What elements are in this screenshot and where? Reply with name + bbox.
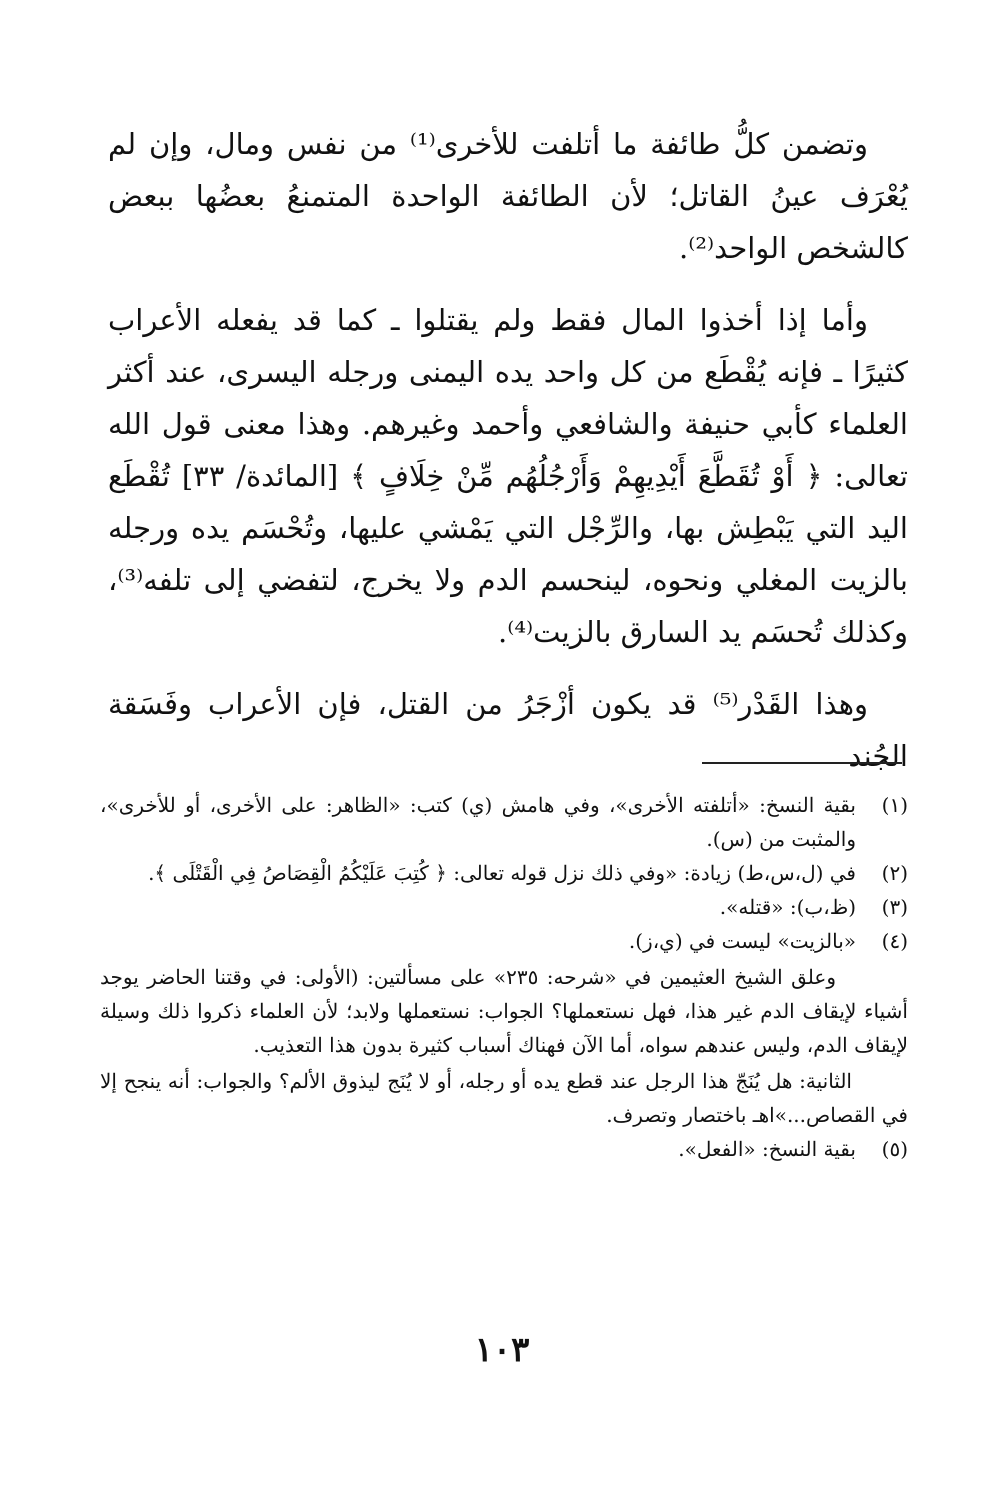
footnote-comment-2: الثانية: هل يُنَجّ هذا الرجل عند قطع يده أو رجله، أو لا يُنَج ليذوق الألم؟ والجواب: أنه ينجح إلا في القصاص...»اهـ باختصار وتصرف. [100,1069,908,1127]
footnotes [100,788,908,1166]
page-number: ١٠٣ [474,1330,530,1370]
footnote-divider [702,762,902,764]
footnote-3 [100,890,908,924]
footnote-number: (٣) [881,895,908,919]
footnote-number: (١) [881,793,908,817]
footnote-text: (ظ،ب): «قتله». [719,895,856,919]
paragraph-3: وهذا القَدْر⁽⁵⁾ قد يكون أزْجَرُ من القتل، فإن الأعراب وفَسَقة الجُند [108,687,908,773]
footnote-number: (٤) [881,929,908,953]
main-text [108,118,908,782]
footnote-4 [100,924,908,958]
paragraph-1: وتضمن كلُّ طائفة ما أتلفت للأخرى⁽¹⁾ من نفس ومال، وإن لم يُعْرَف عينُ القاتل؛ لأن الطائفة الواحدة المتمنعُ بعضُها ببعض كالشخص الواحد⁽²⁾. [108,127,908,265]
footnote-text: بقية النسخ: «أتلفته الأخرى»، وفي هامش (ي) كتب: «الظاهر: على الأخرى، أو للأخرى»، والمثبت من (س). [100,793,856,851]
paragraph-2: وأما إذا أخذوا المال فقط ولم يقتلوا ـ كما قد يفعله الأعراب كثيرًا ـ فإنه يُقْطَع من كل واحد يده اليمنى ورجله اليسرى، عند أكثر العلماء كأبي حنيفة والشافعي وأحمد وغيرهم. وهذا معنى قول الله تعالى: ﴿ أَوْ تُقَطَّعَ أَيْدِيهِمْ وَأَرْجُلُهُم مِّنْ خِلَافٍ ﴾ [المائدة/ ٣٣] تُقْطَع اليد التي يَبْطِش بها، والرِّجْل التي يَمْشي عليها، وتُحْسَم يده ورجله بالزيت المغلي ونحوه، لينحسم الدم ولا يخرج، لتفضي إلى تلفه⁽³⁾، وكذلك تُحسَم يد السارق بالزيت⁽⁴⁾. [108,303,909,649]
footnote-2 [100,856,908,890]
footnote-5 [100,1132,908,1166]
footnote-text: في (ل،س،ط) زيادة: «وفي ذلك نزل قوله تعالى: ﴿ كُتِبَ عَلَيْكُمُ الْقِصَاصُ فِي الْقَتْلَى ﴾. [148,861,856,885]
footnote-number: (٢) [881,861,908,885]
footnote-comment-1: وعلق الشيخ العثيمين في «شرحه: ٢٣٥» على مسألتين: (الأولى: في وقتنا الحاضر يوجد أشياء لإيقاف الدم غير هذا، فهل نستعملها؟ الجواب: نستعملها ولابد؛ لأن العلماء ذكروا ذلك وسيلة لإيقاف الدم، وليس عندهم سواه، أما الآن فهناك أسباب كثيرة بدون هذا التعذيب. [100,965,908,1057]
footnote-text: بقية النسخ: «الفعل». [678,1137,856,1161]
footnote-1 [100,788,908,856]
footnote-text: «بالزيت» ليست في (ي،ز). [628,929,856,953]
footnote-number: (٥) [881,1137,908,1161]
